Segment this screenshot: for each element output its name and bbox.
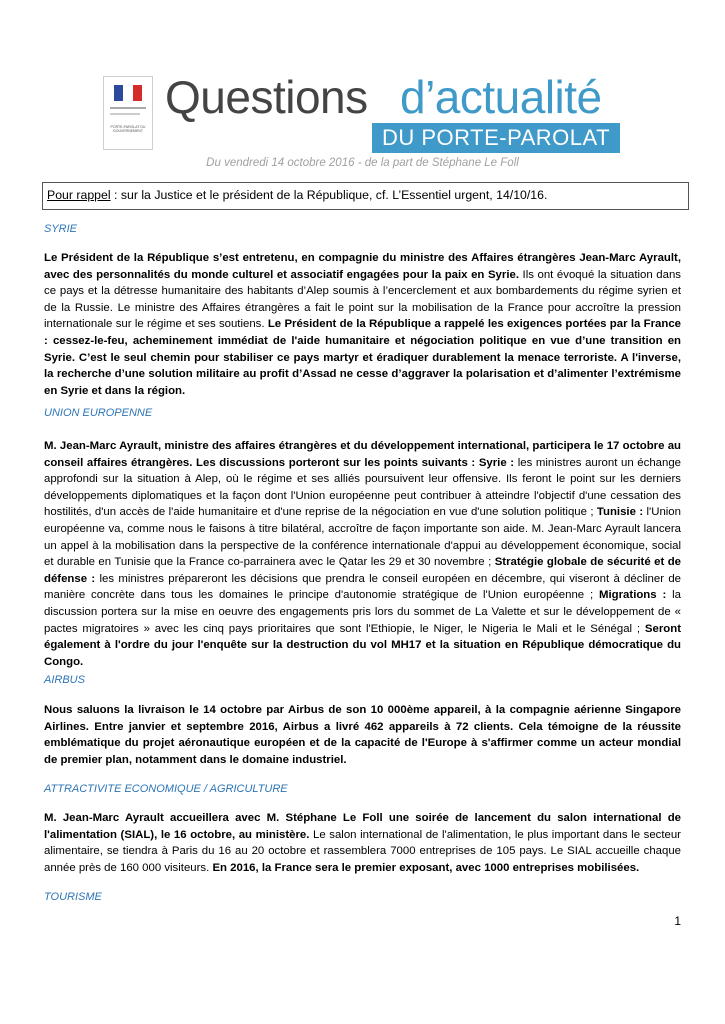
text-run: Le Président de la République a rappelé les exigences portées par la France : cessez-le-feu, acheminement immédiat de l'aide humanitaire et négociation politique en vue d’une transition en Syrie. C’est le seul chemin pour stabiliser ce pays martyr et éradiquer durablement la menace terroriste. A l'inverse, la recherche d’une solution militaire au profit d’Assad ne cesse d’aggraver la polarisation et d’alimenter l’extrémisme en Syrie et dans la région.	[44, 318, 681, 397]
section-title-attractivite: ATTRACTIVITE ECONOMIQUE / AGRICULTURE	[44, 783, 288, 795]
section-paragraph-syrie	[44, 250, 681, 399]
logo-divider	[110, 113, 140, 115]
text-run: Le salon international de l'alimentation, le plus important dans le secteur alimentaire, se tiendra à Paris du 16 au 20 octobre et rassemblera 7000 entreprises de 105 pays. Le SIAL accueille chaque année près de 160 000 visiteurs.	[44, 828, 681, 874]
text-run: Tunisie :	[596, 506, 644, 519]
dateline: Du vendredi 14 octobre 2016 - de la part de Stéphane Le Foll	[206, 157, 519, 169]
text-run: M. Jean-Marc Ayrault accueillera avec M. Stéphane Le Foll une soirée de lancement du salon international de l'alimentation (SIAL), le 16 octobre, au ministère.	[44, 812, 681, 841]
section-paragraph-airbus	[44, 702, 681, 768]
text-run: Migrations :	[599, 589, 667, 602]
reminder-body: : sur la Justice et le président de la République, cf. L’Essentiel urgent, 14/10/16.	[110, 188, 548, 202]
text-run: Stratégie globale de sécurité et de défense :	[44, 556, 681, 585]
government-logo	[103, 76, 153, 150]
section-title-syrie: SYRIE	[44, 223, 78, 235]
title-actualite: d’actualité	[400, 71, 602, 123]
section-title-tourisme: TOURISME	[44, 891, 102, 903]
text-run: Nous saluons la livraison le 14 octobre par Airbus de son 10 000ème appareil, à la compagnie aérienne Singapore Airlines. Entre janvier et septembre 2016, Airbus a livré 462 appareils à 72 clients. Cela témoigne de la réussite emblématique du projet aéronautique européen et de la capacité de l'Europe à s'affirmer comme un acteur mondial de premier plan, notamment dans le domaine industriel.	[44, 704, 681, 766]
section-paragraph-union-europenne	[44, 438, 681, 670]
page-number: 1	[674, 914, 681, 928]
text-run: les ministres auront un échange approfondi sur la situation à Alep, où le régime et ses alliés poursuivent leur offensive. Ils feront le point sur les derniers développements diplomatiques et la façon dont l'Union européenne peut contribuer à atteindre l'objectif d'une cessation des hostilités, d'un accès de l'aide humanitaire et d'une reprise de la négociation en vue d'une solution politique ;	[44, 456, 682, 519]
reminder-box	[42, 182, 689, 210]
text-run: En 2016, la France sera le premier exposant, avec 1000 entreprises mobilisées.	[212, 861, 640, 874]
text-run: la discussion portera sur la mise en oeuvre des engagements pris lors du sommet de La Valette et sur le développement de « pactes migratoires » avec les cinq pays prioritaires que sont l'Ethiopie, le Niger, le Nigeria le Mali et le Sénégal ;	[44, 589, 681, 635]
reminder-label: Pour rappel	[47, 188, 111, 202]
text-run: Ils ont évoqué la situation dans ce pays et la détresse humanitaire des habitants d’Alep soumis à l’encerclement et aux bombardements du régime syrien et de la Russie. Le ministre des Affaires étrangères a fait le point sur la mobilisation de la France pour accroître la pression internationale sur le régime et ses soutiens.	[44, 268, 681, 331]
french-flag-icon	[114, 85, 142, 101]
logo-caption: PORTE-PAROLAT DU GOUVERNEMENT	[110, 125, 146, 133]
section-paragraph-attractivite	[44, 810, 681, 876]
text-run: l'Union européenne va, comme nous le faisons à titre bilatéral, accroître de façon importante son aide. M. Jean-Marc Ayrault lancera un appel à la mobilisation dans la perspective de la conférence internationale d'appui au développement économique, social et durable en Tunisie que la France co-parrainera avec le Qatar les 29 et 30 novembre ;	[44, 506, 681, 569]
title-questions: Questions	[165, 71, 368, 123]
text-run: M. Jean-Marc Ayrault, ministre des affaires étrangères et du développement international, participera le 17 octobre au conseil affaires étrangères. Les discussions porteront sur les points suivants : Syrie :	[44, 440, 681, 469]
text-run: les ministres prépareront les décisions que prendra le conseil européen en décembre, qui viseront à décliner de manière concrète dans tous les domaines le principe d'autonomie stratégique de l'Union européenne ;	[44, 572, 681, 602]
reminder-text	[47, 188, 547, 202]
subtitle-banner: DU PORTE-PAROLAT	[372, 123, 620, 153]
section-title-union-europenne: UNION EUROPENNE	[44, 407, 153, 419]
text-run: Seront également à l'ordre du jour l'enquête sur la destruction du vol MH17 et la situation en République démocratique du Congo.	[44, 622, 681, 668]
section-title-airbus: AIRBUS	[44, 674, 85, 686]
text-run: Le Président de la République s’est entretenu, en compagnie du ministre des Affaires étrangères Jean-Marc Ayrault, avec des personnalités du monde culturel et associatif engagées pour la paix en Syrie.	[44, 252, 681, 281]
logo-divider	[110, 107, 146, 109]
